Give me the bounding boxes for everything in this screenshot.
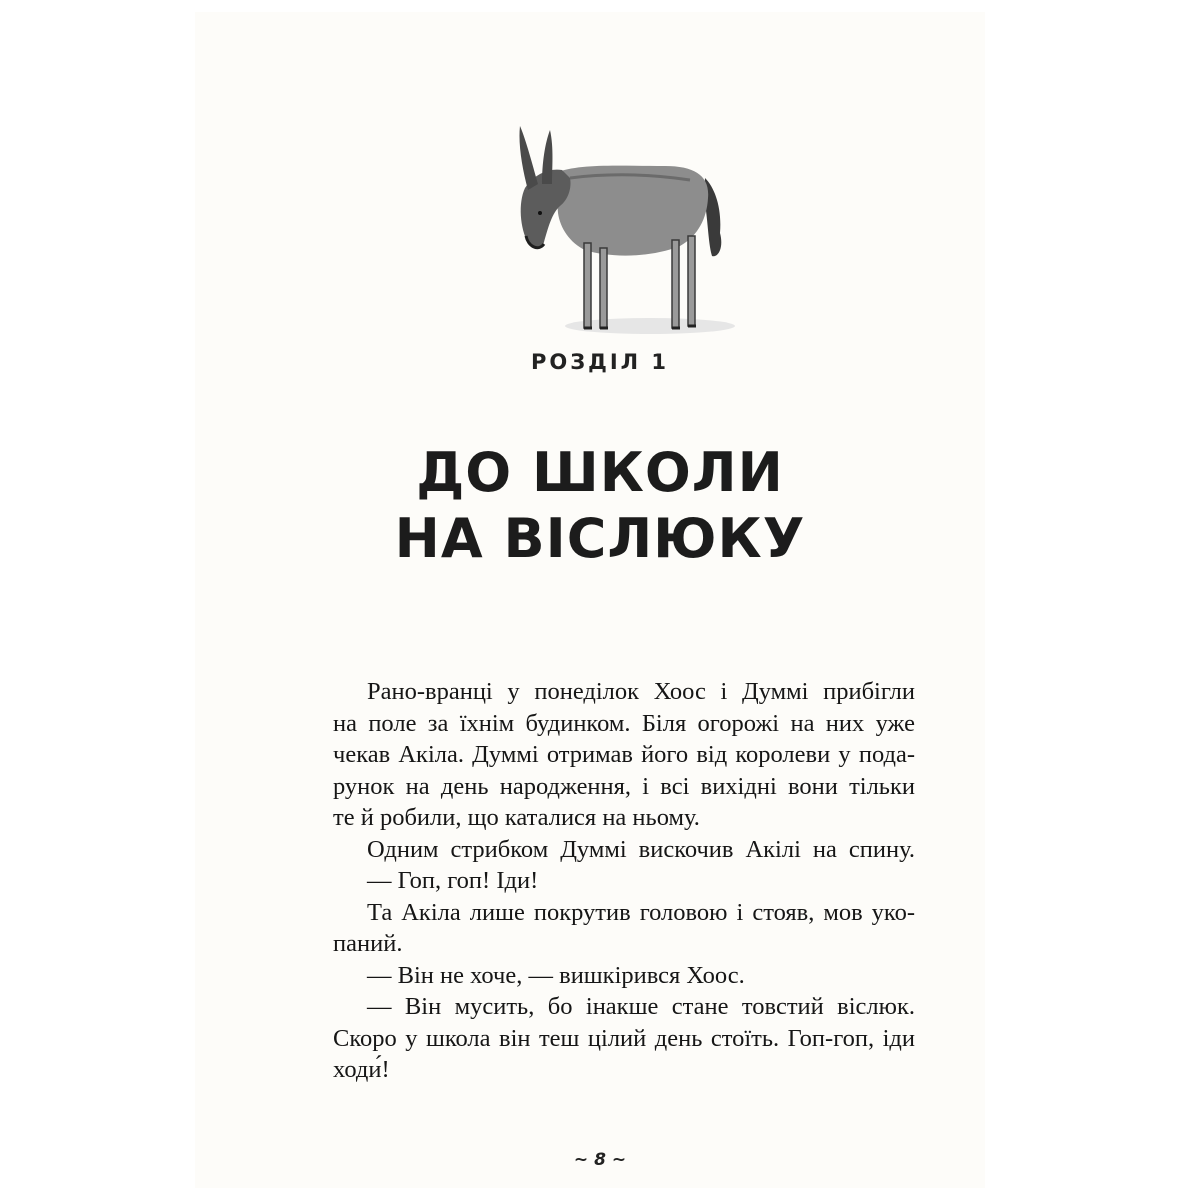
text-line: паний. — [333, 930, 403, 957]
text-line: Рано-вранці у понеділок Хоос і Думмі прибігли — [367, 678, 915, 705]
chapter-title-line-1: ДО ШКОЛИ — [416, 441, 784, 504]
text-line: те й робили, що каталися на ньому. — [333, 804, 700, 831]
text-line: Одним стрибком Думмі вискочив Акілі на спину. — [367, 835, 915, 863]
text-line: чекав Акіла. Думмі отримав його від королеви у пода- — [333, 741, 915, 768]
text-line: рунок на день народження, і всі вихідні вони тільки — [333, 772, 915, 800]
text-line: — Він мусить, бо інакше стане товстий віслюк. — [367, 993, 915, 1020]
text-line: — Він не хоче, — вишкірився Хоос. — [367, 961, 745, 989]
text-line: Та Акіла лише покрутив головою і стояв, мов уко- — [367, 898, 915, 926]
page-number: ~ 8 ~ — [573, 1150, 627, 1170]
text-line: на поле за їхнім будинком. Біля огорожі на них уже — [333, 709, 915, 737]
chapter-title — [0, 440, 1200, 572]
text-line: ходи́! — [333, 1056, 390, 1083]
donkey-illustration — [500, 118, 740, 343]
chapter-label: РОЗДІЛ 1 — [530, 350, 670, 374]
text-line: — Гоп, гоп! Іди! — [367, 867, 539, 894]
chapter-title-line-2: НА ВІСЛЮКУ — [394, 507, 806, 570]
text-line: Скоро у школа він теш цілий день стоїть. Гоп-гоп, іди — [333, 1024, 915, 1052]
body-text — [333, 676, 915, 1086]
